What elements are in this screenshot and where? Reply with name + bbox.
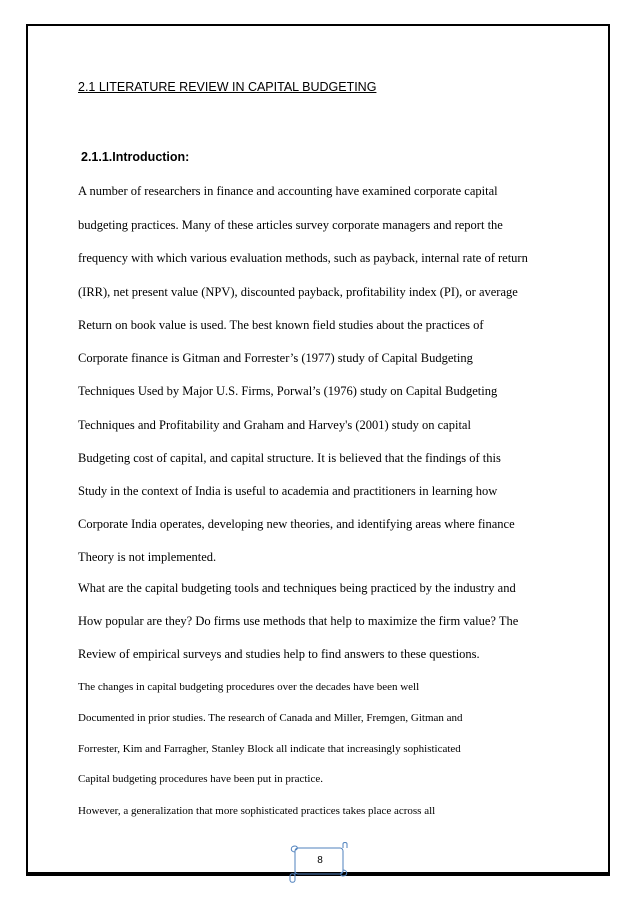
page-number: 8 xyxy=(317,855,323,866)
body-line: Corporate finance is Gitman and Forrester’s (1977) study of Capital Budgeting xyxy=(78,351,473,365)
body-line: What are the capital budgeting tools and techniques being practiced by the industry and xyxy=(78,581,516,595)
body-line-small: Forrester, Kim and Farragher, Stanley Block all indicate that increasingly sophisticated xyxy=(78,743,461,755)
section-heading: 2.1 LITERATURE REVIEW IN CAPITAL BUDGETING xyxy=(78,80,377,94)
body-line: Return on book value is used. The best known field studies about the practices of xyxy=(78,318,484,332)
body-line: Theory is not implemented. xyxy=(78,550,217,564)
body-line: Budgeting cost of capital, and capital structure. It is believed that the findings of this xyxy=(78,451,501,465)
body-line: (IRR), net present value (NPV), discounted payback, profitability index (PI), or average xyxy=(78,285,518,299)
body-line: budgeting practices. Many of these articles survey corporate managers and report the xyxy=(78,218,503,232)
body-line: Review of empirical surveys and studies help to find answers to these questions. xyxy=(78,647,480,661)
body-line-small: Capital budgeting procedures have been put in practice. xyxy=(78,773,323,785)
body-line: frequency with which various evaluation methods, such as payback, internal rate of return xyxy=(78,251,528,265)
subsection-heading: 2.1.1.Introduction: xyxy=(81,150,190,164)
body-line-small: The changes in capital budgeting procedures over the decades have been well xyxy=(78,681,420,693)
body-line: Study in the context of India is useful to academia and practitioners in learning how xyxy=(78,484,498,498)
body-line: Techniques and Profitability and Graham and Harvey's (2001) study on capital xyxy=(78,418,471,432)
body-line: A number of researchers in finance and accounting have examined corporate capital xyxy=(78,184,498,198)
body-line-small: However, a generalization that more sophisticated practices takes place across all xyxy=(78,805,436,817)
body-line: Techniques Used by Major U.S. Firms, Porwal’s (1976) study on Capital Budgeting xyxy=(78,384,498,398)
body-line: How popular are they? Do firms use methods that help to maximize the firm value? The xyxy=(78,614,519,628)
body-line-small: Documented in prior studies. The research of Canada and Miller, Fremgen, Gitman and xyxy=(78,712,463,724)
body-line: Corporate India operates, developing new theories, and identifying areas where finance xyxy=(78,517,515,531)
